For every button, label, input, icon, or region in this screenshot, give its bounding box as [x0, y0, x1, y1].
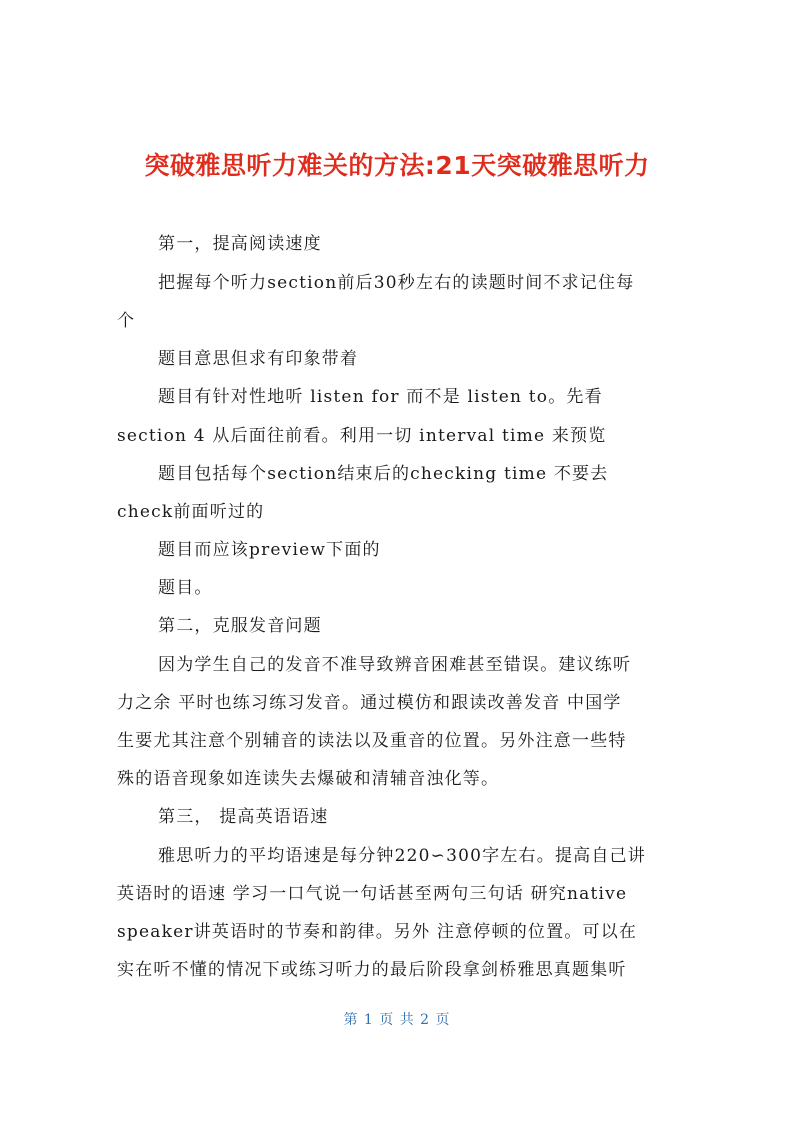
- paragraph-line: 实在听不懂的情况下或练习听力的最后阶段拿剑桥雅思真题集听: [117, 960, 627, 980]
- paragraph-line: 个: [117, 311, 136, 331]
- paragraph-line: 题目意思但求有印象带着: [158, 349, 359, 369]
- paragraph-line: 题目。: [158, 578, 213, 598]
- paragraph-line: 殊的语音现象如连读失去爆破和清辅音浊化等。: [117, 769, 500, 789]
- document-title: 突破雅思听力难关的方法:21天突破雅思听力: [144, 151, 650, 180]
- paragraph-line: 把握每个听力section前后30秒左右的读题时间不求记住每: [158, 273, 635, 293]
- section-heading-2: 第二，克服发音问题: [158, 616, 322, 636]
- paragraph-line: 力之余 平时也练习练习发音。通过模仿和跟读改善发音 中国学: [117, 693, 622, 713]
- page-footer: [0, 1009, 794, 1029]
- paragraph-line: 题目包括每个section结束后的checking time 不要去: [158, 464, 609, 484]
- page-number: 第 1 页 共 2 页: [343, 1012, 451, 1028]
- paragraph-line: check前面听过的: [117, 502, 265, 522]
- paragraph-line: 生要尤其注意个别辅音的读法以及重音的位置。另外注意一些特: [117, 731, 627, 751]
- paragraph-line: section 4 从后面往前看。利用一切 interval time 来预览: [117, 426, 607, 446]
- paragraph-line: speaker讲英语时的节奏和韵律。另外 注意停顿的位置。可以在: [117, 922, 638, 942]
- paragraph-line: 英语时的语速 学习一口气说一句话甚至两句三句话 研究native: [117, 884, 628, 904]
- paragraph-line: 题目而应该preview下面的: [158, 540, 381, 560]
- paragraph-line: 因为学生自己的发音不准导致辨音困难甚至错误。建议练听: [158, 655, 632, 675]
- paragraph-line: 雅思听力的平均语速是每分钟220∽300字左右。提高自己讲: [158, 846, 646, 866]
- paragraph-line: 题目有针对性地听 listen for 而不是 listen to。先看: [158, 387, 603, 407]
- section-heading-3: 第三， 提高英语语速: [158, 807, 329, 827]
- section-heading-1: 第一，提高阅读速度: [158, 234, 322, 254]
